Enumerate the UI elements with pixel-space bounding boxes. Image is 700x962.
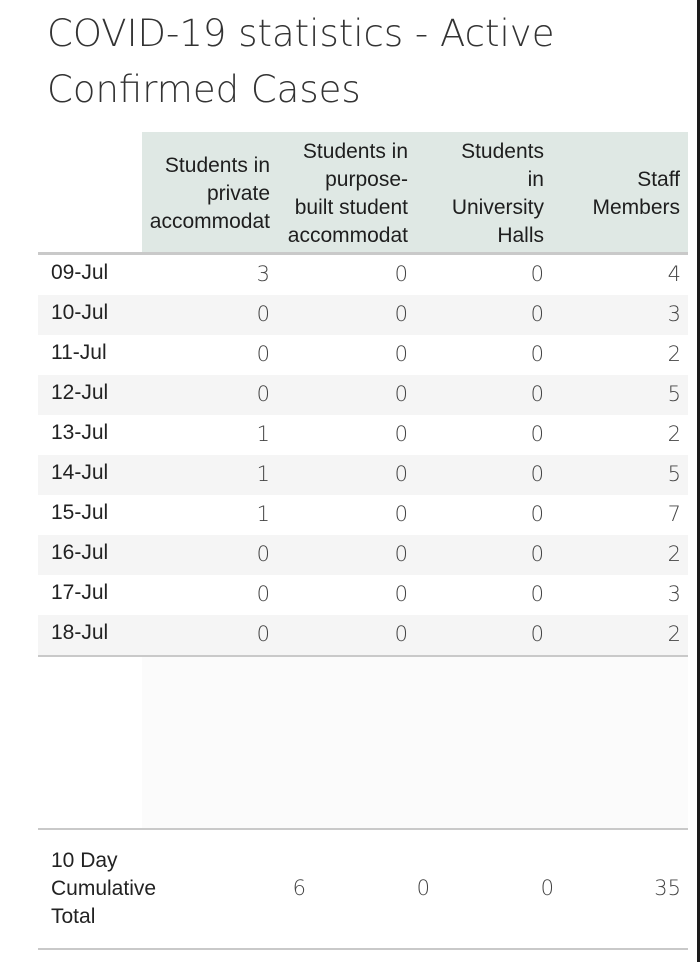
cell-halls: 0 (530, 582, 544, 606)
cell-private: 0 (256, 542, 270, 566)
window-edge (688, 0, 700, 962)
cell-staff: 2 (667, 422, 681, 446)
cell-pbsa: 0 (394, 462, 408, 486)
cell-pbsa: 0 (394, 582, 408, 606)
row-date: 14-Jul (51, 461, 109, 484)
table-row (38, 575, 688, 615)
cell-staff: 4 (667, 262, 681, 286)
table-body (38, 255, 688, 655)
total-pbsa: 0 (416, 876, 430, 900)
row-date: 11-Jul (51, 341, 107, 364)
column-header-staff: Staff Members (592, 168, 680, 219)
table-row (38, 495, 688, 535)
cell-pbsa: 0 (394, 262, 408, 286)
page-title: COVID-19 statistics - Active Confirmed Cases (47, 12, 555, 111)
row-date: 15-Jul (51, 501, 109, 524)
row-date: 10-Jul (51, 301, 109, 324)
cell-staff: 5 (667, 382, 681, 406)
cell-pbsa: 0 (394, 542, 408, 566)
cell-private: 0 (256, 302, 270, 326)
table-row (38, 335, 688, 375)
cell-pbsa: 0 (394, 422, 408, 446)
total-row-label: 10 Day Cumulative Total (51, 849, 157, 928)
cell-pbsa: 0 (394, 342, 408, 366)
row-date: 09-Jul (51, 261, 109, 284)
table-row (38, 375, 688, 415)
cell-halls: 0 (530, 302, 544, 326)
table-row (38, 535, 688, 575)
table-row (38, 615, 688, 655)
table-row (38, 415, 688, 455)
total-staff: 35 (654, 876, 681, 900)
row-date: 17-Jul (51, 581, 109, 604)
cell-private: 1 (256, 502, 270, 526)
cell-halls: 0 (530, 542, 544, 566)
cell-halls: 0 (530, 422, 544, 446)
cell-pbsa: 0 (394, 502, 408, 526)
cell-pbsa: 0 (394, 302, 408, 326)
cell-private: 0 (256, 342, 270, 366)
cell-staff: 5 (667, 462, 681, 486)
table-row (38, 255, 688, 295)
row-date: 16-Jul (51, 541, 109, 564)
row-date: 18-Jul (51, 621, 109, 644)
cell-private: 1 (256, 422, 270, 446)
cell-halls: 0 (530, 502, 544, 526)
cell-private: 1 (256, 462, 270, 486)
column-header-pbsa: Students in purpose- built student accommodat (287, 140, 408, 247)
cell-private: 0 (256, 582, 270, 606)
empty-area (142, 657, 688, 828)
row-date: 12-Jul (51, 381, 109, 404)
total-divider-bottom (38, 948, 688, 950)
cell-private: 0 (256, 622, 270, 646)
cell-staff: 3 (667, 302, 681, 326)
total-private: 6 (292, 876, 306, 900)
cell-staff: 2 (667, 542, 681, 566)
cell-staff: 7 (667, 502, 681, 526)
cell-staff: 2 (667, 342, 681, 366)
cell-halls: 0 (530, 462, 544, 486)
column-header-halls: Students in University Halls (451, 140, 544, 247)
cell-private: 0 (256, 382, 270, 406)
total-halls: 0 (540, 876, 554, 900)
cell-halls: 0 (530, 382, 544, 406)
cell-halls: 0 (530, 342, 544, 366)
column-header-private: Students in private accommodat (149, 154, 270, 233)
row-date: 13-Jul (51, 421, 109, 444)
cell-halls: 0 (530, 622, 544, 646)
cell-staff: 3 (667, 582, 681, 606)
cell-halls: 0 (530, 262, 544, 286)
cell-pbsa: 0 (394, 622, 408, 646)
cell-private: 3 (256, 262, 270, 286)
cell-staff: 2 (667, 622, 681, 646)
table-row (38, 455, 688, 495)
table-row (38, 295, 688, 335)
cell-pbsa: 0 (394, 382, 408, 406)
